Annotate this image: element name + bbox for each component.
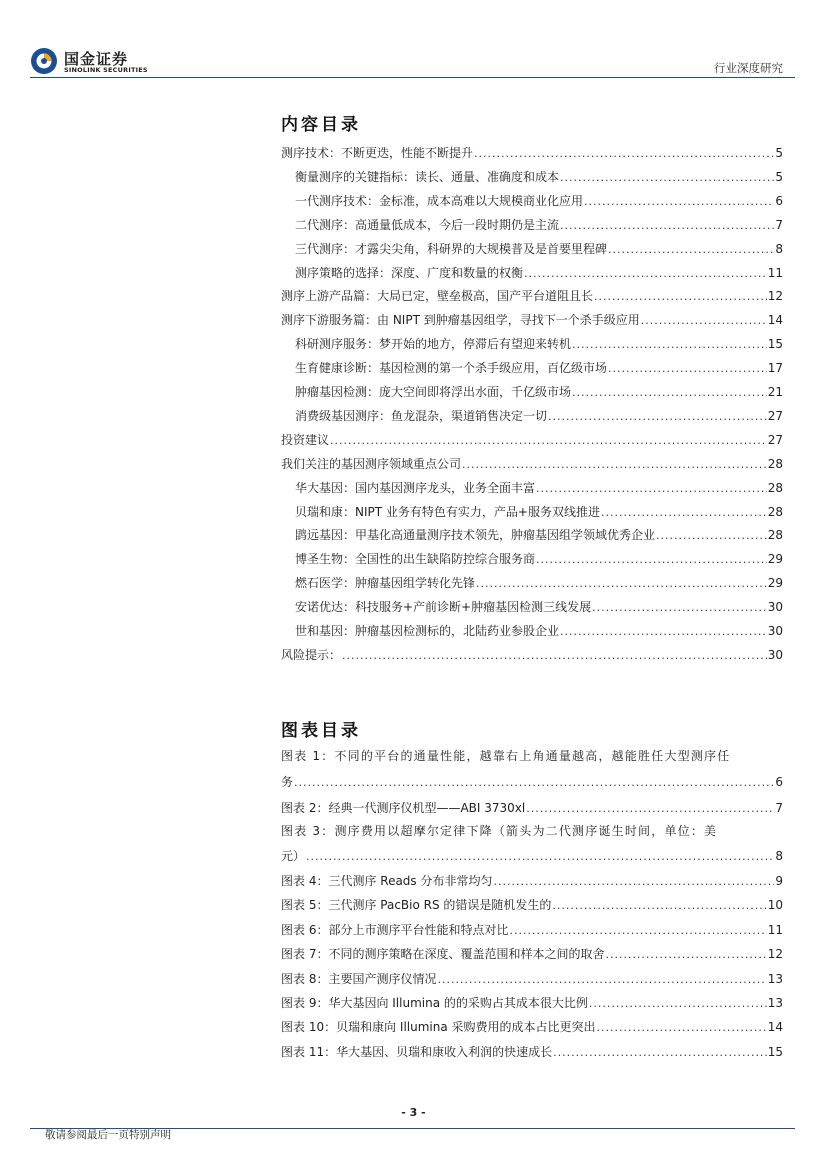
toc-entry-page: 14 [767,313,783,328]
toc-entry-page: 28 [767,528,783,543]
leader-dots [548,406,767,428]
toc-entry-label: 测序技术：不断更迭，性能不断提升 [281,146,474,160]
figure-entry-page: 11 [767,922,783,937]
leader-dots [572,334,767,356]
leader-dots [476,573,767,595]
figure-entry[interactable] [281,968,783,990]
toc-entry-label: 测序策略的选择：深度、广度和数量的权衡 [295,265,524,280]
leader-dots [572,382,767,404]
leader-dots [656,525,767,547]
toc-entry-label: 二代测序：高通量低成本，今后一段时期仍是主流 [295,217,560,232]
leader-dots [589,993,767,1015]
leader-dots [342,645,767,667]
figure-entry-label: 务 [281,775,294,789]
toc-entry-label: 三代测序：才露尖尖角，科研界的大规模普及是首要里程碑 [295,241,608,256]
toc-entry-label: 安诺优达：科技服务+产前诊断+肿瘤基因检测三线发展 [295,600,592,615]
leader-dots [437,969,766,991]
toc-entry-page: 15 [767,337,783,352]
leader-dots [536,549,767,571]
toc-entry-page: 21 [767,385,783,399]
toc-entry-page: 12 [767,289,783,304]
leader-dots [509,920,766,942]
figure-entry-page: 14 [767,1020,783,1035]
toc-entry-page: 28 [767,456,783,471]
toc-entry[interactable] [281,524,783,546]
figure-entry[interactable] [281,870,783,892]
toc-entry-page: 6 [775,193,783,208]
sinolink-logo-icon [30,47,58,75]
toc-entry[interactable] [281,453,783,475]
page-number: - 3 - [401,1106,426,1119]
toc-entry[interactable] [281,214,783,236]
logo-chinese-name: 国金证券 [64,50,129,68]
figure-entry-page: 6 [775,775,783,789]
leader-dots [553,1042,767,1064]
toc-entry[interactable] [281,572,783,594]
toc-entry-page: 17 [767,361,783,376]
toc-entry[interactable] [281,548,783,570]
figure-entry-label: 图表 6：部分上市测序平台性能和特点对比 [281,922,509,937]
toc-entry[interactable] [281,262,783,284]
figures-title: 图表目录 [281,721,361,741]
toc-entry-label: 测序下游服务篇：由 NIPT 到肿瘤基因组学，寻找下一个杀手级应用 [281,313,640,328]
figure-entry-1-line2[interactable] [281,771,783,793]
toc-entry-page: 29 [767,576,783,591]
toc-entry-page: 30 [767,600,783,615]
sinolink-logo [30,47,160,77]
toc-entry-page: 7 [775,217,783,232]
leader-dots [536,478,767,500]
toc-entry[interactable] [281,166,783,188]
toc-entry-label: 一代测序技术：金标准，成本高难以大规模商业化应用 [295,193,584,208]
toc-entry-label: 华大基因：国内基因测序龙头，业务全面丰富 [295,480,536,495]
leader-dots [306,846,774,868]
leader-dots [584,191,774,213]
toc-entry-page: 5 [775,146,783,160]
report-type: 行业深度研究 [714,61,783,75]
figure-entry-label: 图表 7：不同的测序策略在深度、覆盖范围和样本之间的取舍 [281,947,605,962]
figure-entry-page: 8 [775,849,783,863]
figure-entry-label: 图表 8：主要国产测序仪情况 [281,971,437,986]
toc-entry-label: 消费级基因测序：鱼龙混杂，渠道销售决定一切 [295,408,548,423]
leader-dots [601,502,767,524]
figure-entry[interactable] [281,992,783,1014]
toc-entry-page: 27 [767,432,783,447]
toc-entry[interactable] [281,190,783,212]
figure-entry-page: 10 [767,898,783,913]
figure-entry-2[interactable] [281,797,783,819]
toc-entry-page: 11 [767,265,783,280]
toc-title: 内容目录 [281,115,361,135]
toc-entry[interactable] [281,405,783,427]
figure-entry-label: 图表 10：贝瑞和康向 Illumina 采购费用的成本占比更突出 [281,1020,596,1035]
leader-dots [493,871,774,893]
toc-entry[interactable] [281,429,783,451]
leader-dots [560,215,774,237]
toc-entry-label: 贝瑞和康：NIPT 业务有特色有实力，产品+服务双线推进 [295,504,600,519]
figure-entry-label: 图表 11：华大基因、贝瑞和康收入利润的快速成长 [281,1044,553,1059]
leader-dots [641,310,767,332]
toc-entry[interactable] [281,381,783,403]
toc-entry-page: 30 [767,624,783,638]
leader-dots [462,454,767,476]
leader-dots [605,944,766,966]
leader-dots [560,167,774,189]
logo-english-name: SINOLINK SECURITIES [64,66,148,74]
figure-entry[interactable] [281,943,783,965]
figure-entry-label: 图表 2：经典一代测序仪机型——ABI 3730xl [281,801,526,815]
toc-entry-page: 28 [767,504,783,519]
toc-entry-page: 8 [775,241,783,256]
leader-dots [608,358,767,380]
toc-entry-label: 投资建议 [281,432,330,447]
figure-entry-1-line1[interactable]: 图表 1：不同的平台的通量性能，越靠右上角通量越高，越能胜任大型测序任 [281,749,731,763]
leader-dots [597,1017,767,1039]
toc-entry[interactable] [281,238,783,260]
toc-entry[interactable] [281,357,783,379]
figure-entry-label: 元） [281,849,306,863]
toc-entry-label: 世和基因：肿瘤基因检测标的，北陆药业参股企业 [295,624,560,638]
header-divider [30,77,795,78]
toc-entry-label: 生育健康诊断：基因检测的第一个杀手级应用，百亿级市场 [295,361,608,376]
toc-entry[interactable] [281,596,783,618]
page-header [0,0,827,80]
toc-entry-label: 风险提示： [281,647,342,662]
toc-entry-page: 29 [767,552,783,567]
leader-dots [474,143,774,165]
leader-dots [608,239,774,261]
disclaimer-note: 敬请参阅最后一页特别声明 [45,1129,171,1141]
toc-entry-page: 28 [767,480,783,495]
leader-dots [594,286,767,308]
leader-dots [552,895,766,917]
figure-entry-page: 13 [767,971,783,986]
figure-entry-page: 12 [767,947,783,962]
figure-entry[interactable] [281,1041,783,1063]
toc-entry-label: 博圣生物：全国性的出生缺陷防控综合服务商 [295,552,536,567]
figure-entry[interactable] [281,894,783,916]
figure-entry-page: 13 [767,996,783,1010]
figure-entry-page: 7 [775,801,783,815]
toc-entry-label: 我们关注的基因测序领域重点公司 [281,456,462,471]
toc-entry-page: 5 [775,169,783,184]
leader-dots [560,621,767,643]
toc-entry[interactable] [281,333,783,355]
toc-entry-label: 肿瘤基因检测：庞大空间即将浮出水面，千亿级市场 [295,385,572,399]
leader-dots [524,263,767,285]
toc-entry-label: 衡量测序的关键指标：读长、通量、准确度和成本 [295,169,560,184]
toc-entry-label: 燃石医学：肿瘤基因组学转化先锋 [295,576,476,591]
figure-entry-page: 15 [767,1044,783,1059]
toc-entry[interactable] [281,620,783,642]
figure-entry-label: 图表 9：华大基因向 Illumina 的的采购占其成本很大比例 [281,996,588,1010]
toc-entry-page: 27 [767,408,783,423]
toc-entry-page: 30 [767,647,783,662]
toc-entry-label: 测序上游产品篇：大局已定，壁垒极高，国产平台道阻且长 [281,289,594,304]
toc-entry-label: 鹍远基因：甲基化高通量测序技术领先，肿瘤基因组学领域优秀企业 [295,528,656,543]
toc-entry-label: 科研测序服务：梦开始的地方，停滞后有望迎来转机 [295,337,572,352]
figure-entry[interactable] [281,919,783,941]
toc-entry[interactable] [281,644,783,666]
figure-entry-label: 图表 5：三代测序 PacBio RS 的错误是随机发生的 [281,898,552,913]
figure-entry-3-line1[interactable]: 图表 3：测序费用以超摩尔定律下降（箭头为二代测序诞生时间，单位：美 [281,824,718,838]
figure-entry-page: 9 [775,874,783,888]
leader-dots [592,597,767,619]
toc-entry[interactable] [281,142,783,164]
toc-entry[interactable] [281,477,783,499]
figure-entry-3-line2[interactable] [281,845,783,867]
figure-entry[interactable] [281,1016,783,1038]
toc-entry[interactable] [281,501,783,523]
leader-dots [330,430,767,452]
toc-entry[interactable] [281,309,783,331]
leader-dots [526,798,774,820]
leader-dots [294,772,774,794]
figure-entry-label: 图表 4：三代测序 Reads 分布非常均匀 [281,874,493,888]
toc-entry[interactable] [281,285,783,307]
